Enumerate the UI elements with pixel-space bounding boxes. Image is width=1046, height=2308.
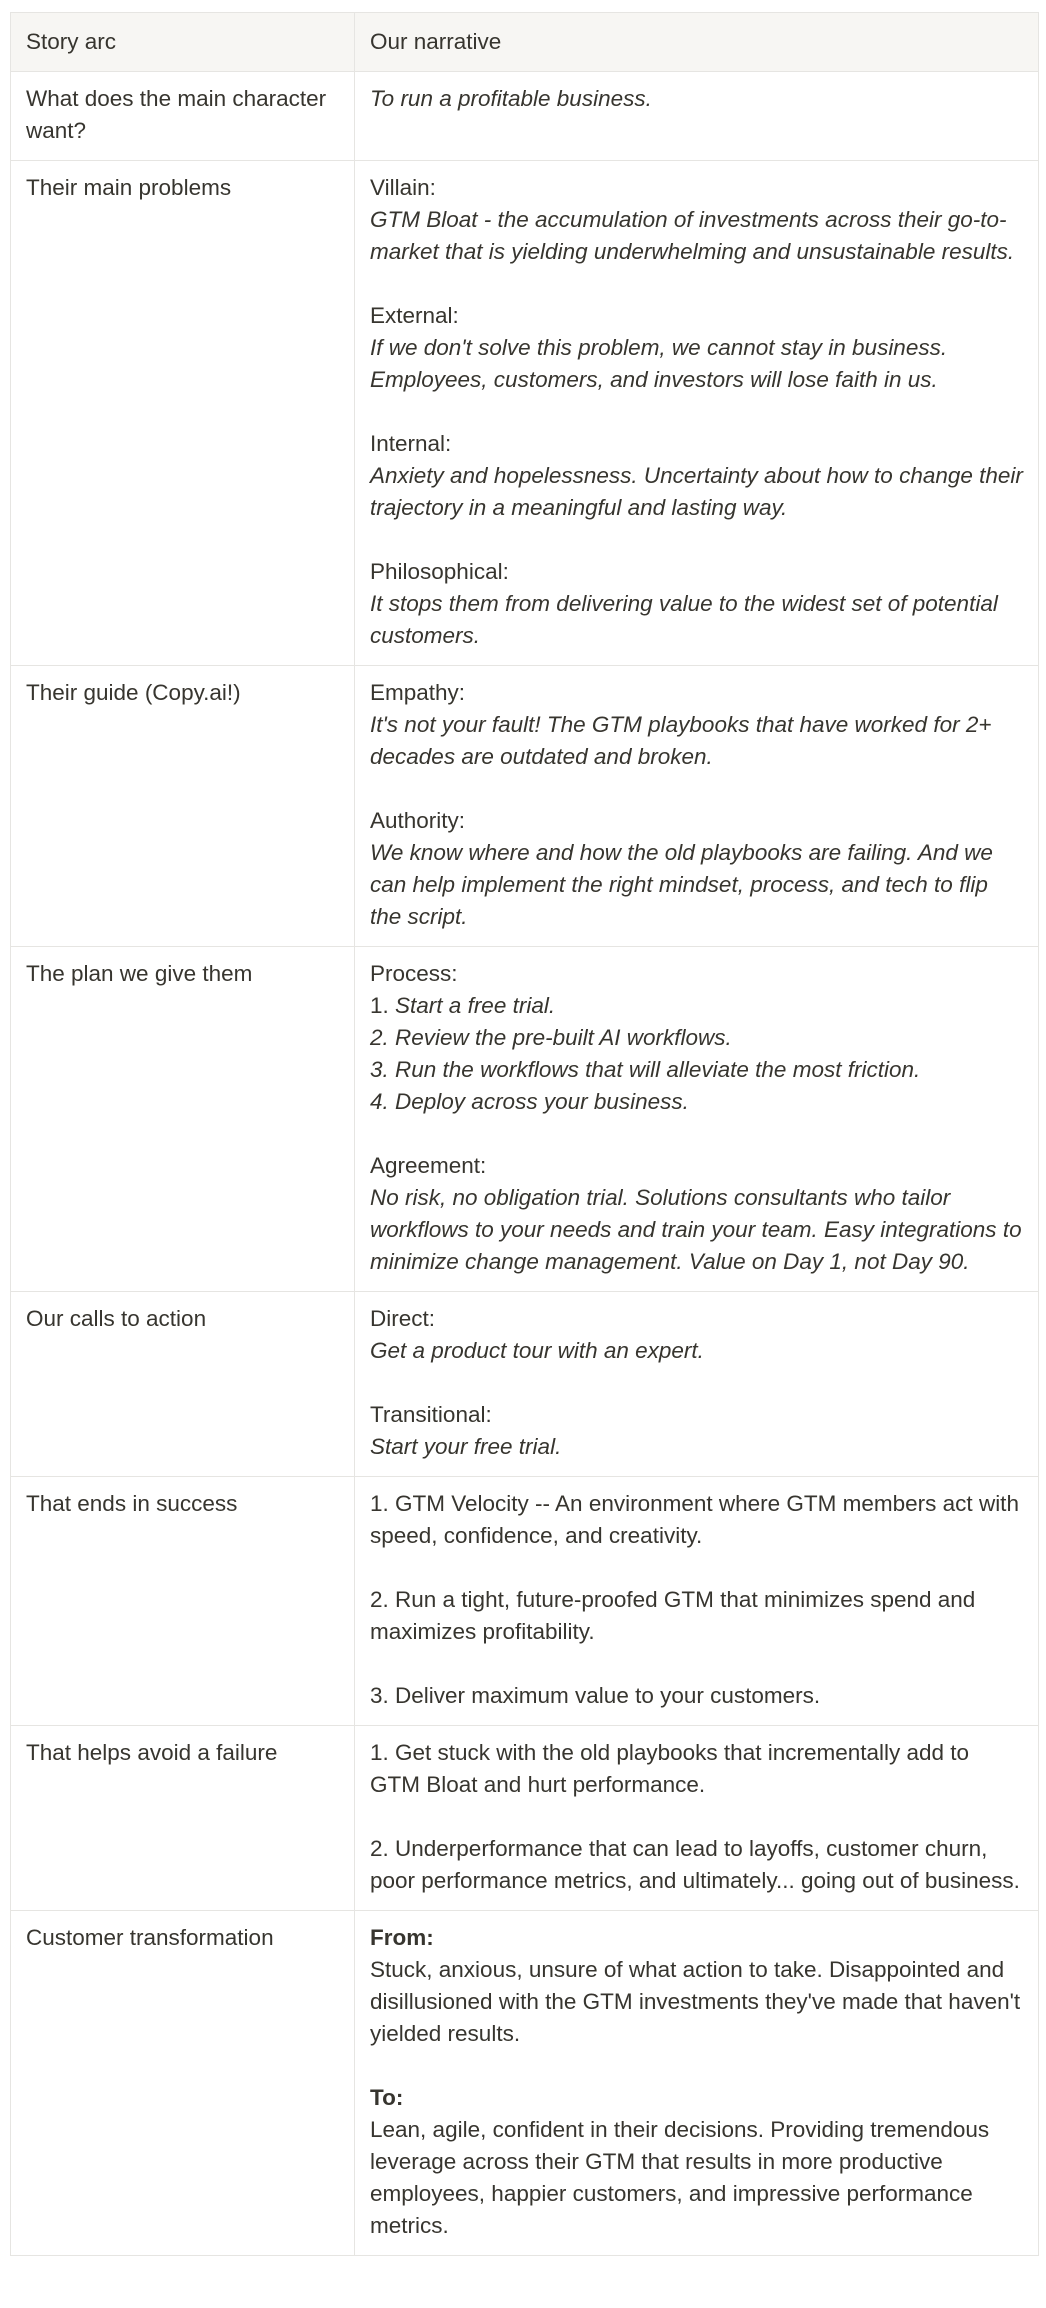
narrative-cell	[355, 1726, 1039, 1911]
narrative-cell	[355, 1292, 1039, 1477]
story-arc-cell: Customer transformation	[11, 1911, 355, 2256]
transitional-label: Transitional:	[370, 1402, 492, 1427]
authority-text: We know where and how the old playbooks are failing. And we can help implement the right mindset, process, and tech to flip the script.	[370, 840, 993, 929]
story-arc-table	[10, 12, 1039, 2256]
narrative-cell	[355, 947, 1039, 1292]
external-label: External:	[370, 303, 459, 328]
agreement-text: No risk, no obligation trial. Solutions consultants who tailor workflows to your needs and train your team. Easy integrations to minimize change management. Value on Day 1, not Day 90.	[370, 1185, 1022, 1274]
villain-label: Villain:	[370, 175, 436, 200]
narrative-cell	[355, 1911, 1039, 2256]
narrative-text: To run a profitable business.	[370, 86, 652, 111]
narrative-cell	[355, 1477, 1039, 1726]
process-label: Process:	[370, 961, 458, 986]
process-step-2: 2. Review the pre-built AI workflows.	[370, 1025, 732, 1050]
story-arc-cell: What does the main character want?	[11, 72, 355, 161]
table-row	[11, 161, 1039, 666]
process-step-1	[370, 990, 1023, 1022]
success-item-2: 2. Run a tight, future-proofed GTM that minimizes spend and maximizes profitability.	[370, 1587, 976, 1644]
table-row	[11, 1477, 1039, 1726]
success-item-1: 1. GTM Velocity -- An environment where GTM members act with speed, confidence, and creativity.	[370, 1491, 1019, 1548]
to-label: To:	[370, 2085, 404, 2110]
direct-label: Direct:	[370, 1306, 436, 1331]
table-row	[11, 1911, 1039, 2256]
villain-text: GTM Bloat - the accumulation of investments across their go-to-market that is yielding underwhelming and unsustainable results.	[370, 207, 1015, 264]
direct-text: Get a product tour with an expert.	[370, 1338, 704, 1363]
philosophical-label: Philosophical:	[370, 559, 509, 584]
table-row	[11, 947, 1039, 1292]
from-label: From:	[370, 1925, 434, 1950]
agreement-label: Agreement:	[370, 1153, 487, 1178]
header-our-narrative: Our narrative	[355, 13, 1039, 72]
process-step-1-text: Start a free trial.	[395, 993, 556, 1018]
table-row	[11, 1292, 1039, 1477]
story-arc-cell: Their guide (Copy.ai!)	[11, 666, 355, 947]
failure-item-1: 1. Get stuck with the old playbooks that incrementally add to GTM Bloat and hurt performance.	[370, 1740, 970, 1797]
story-arc-cell: Their main problems	[11, 161, 355, 666]
internal-text: Anxiety and hopelessness. Uncertainty about how to change their trajectory in a meaningful and lasting way.	[370, 463, 1023, 520]
to-text: Lean, agile, confident in their decisions. Providing tremendous leverage across their GTM that results in more productive employees, happier customers, and impressive performance metrics.	[370, 2117, 990, 2238]
story-table-container	[10, 12, 1038, 2256]
authority-label: Authority:	[370, 808, 466, 833]
external-text: If we don't solve this problem, we cannot stay in business. Employees, customers, and investors will lose faith in us.	[370, 335, 948, 392]
success-item-3: 3. Deliver maximum value to your customers.	[370, 1683, 821, 1708]
table-row	[11, 666, 1039, 947]
table-row	[11, 72, 1039, 161]
narrative-cell	[355, 161, 1039, 666]
table-row	[11, 1726, 1039, 1911]
process-step-1-number: 1.	[370, 993, 396, 1018]
from-text: Stuck, anxious, unsure of what action to take. Disappointed and disillusioned with the GTM investments they've made that haven't yielded results.	[370, 1957, 1021, 2046]
narrative-cell	[355, 666, 1039, 947]
empathy-label: Empathy:	[370, 680, 466, 705]
transitional-text: Start your free trial.	[370, 1434, 562, 1459]
empathy-text: It's not your fault! The GTM playbooks that have worked for 2+ decades are outdated and broken.	[370, 712, 992, 769]
header-story-arc: Story arc	[11, 13, 355, 72]
table-header-row	[11, 13, 1039, 72]
story-arc-cell: That ends in success	[11, 1477, 355, 1726]
story-arc-cell: That helps avoid a failure	[11, 1726, 355, 1911]
narrative-cell	[355, 72, 1039, 161]
philosophical-text: It stops them from delivering value to the widest set of potential customers.	[370, 591, 998, 648]
story-arc-cell: Our calls to action	[11, 1292, 355, 1477]
process-step-3: 3. Run the workflows that will alleviate the most friction.	[370, 1057, 921, 1082]
internal-label: Internal:	[370, 431, 452, 456]
story-arc-cell: The plan we give them	[11, 947, 355, 1292]
process-step-4: 4. Deploy across your business.	[370, 1089, 689, 1114]
failure-item-2: 2. Underperformance that can lead to layoffs, customer churn, poor performance metrics, and ultimately... going out of business.	[370, 1836, 1020, 1893]
